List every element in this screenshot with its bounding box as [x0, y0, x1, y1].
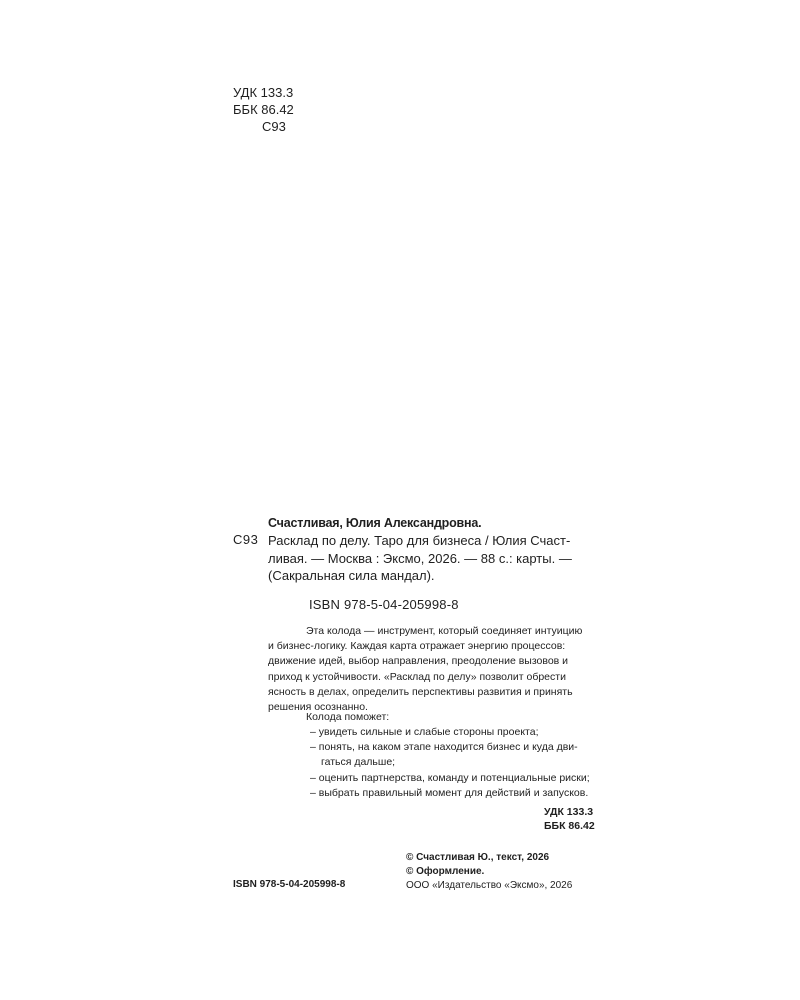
annotation-line: Эта колода — инструмент, который соединяет интуицию: [306, 625, 583, 637]
helps-intro: Колода поможет:: [306, 711, 390, 723]
annotation-line: движение идей, выбор направления, преодоление вызовов и: [268, 655, 569, 668]
copyright-publisher: ООО «Издательство «Эксмо», 2026: [406, 880, 573, 891]
udk-code-bottom: УДК 133.3: [544, 806, 594, 818]
helps-list: [310, 725, 590, 801]
description-line: ливая. — Москва : Эксмо, 2026. — 88 с.: карты. —: [268, 550, 572, 566]
udk-code: УДК 133.3: [233, 85, 294, 100]
isbn-bottom: ISBN 978-5-04-205998-8: [233, 879, 346, 890]
list-item: – понять, на каком этапе находится бизнес и куда дви-: [310, 741, 578, 754]
copyright-text: © Счастливая Ю., текст, 2026: [406, 852, 550, 863]
list-item: – увидеть сильные и слабые стороны проекта;: [310, 726, 539, 738]
annotation-line: и бизнес-логику. Каждая карта отражает энергию процессов:: [268, 640, 566, 653]
list-item-continuation: гаться дальше;: [321, 756, 396, 769]
copyright-design: © Оформление.: [406, 866, 485, 877]
bottom-classification: [544, 805, 595, 833]
description-line: (Сакральная сила мандал).: [268, 568, 435, 583]
list-item: – выбрать правильный момент для действий и запусков.: [310, 786, 589, 799]
author-mark: С93: [262, 119, 286, 134]
annotation-line: решения осознанно.: [268, 701, 368, 714]
isbn-main: ISBN 978-5-04-205998-8: [309, 597, 459, 612]
record-author-mark: С93: [233, 532, 259, 547]
top-classification: [233, 84, 294, 135]
bibliographic-description: [268, 532, 603, 585]
annotation-line: ясность в делах, определить перспективы развития и принять: [268, 685, 573, 698]
description-line: Расклад по делу. Таро для бизнеса / Юлия Счаст-: [268, 533, 571, 548]
annotation-line: приход к устойчивости. «Расклад по делу» позволит обрести: [268, 670, 566, 683]
list-item: – оценить партнерства, команду и потенциальные риски;: [310, 771, 590, 784]
bbk-code: ББК 86.42: [233, 102, 294, 117]
annotation: [268, 624, 603, 715]
author-heading: Счастливая, Юлия Александровна.: [268, 516, 482, 530]
bbk-code-bottom: ББК 86.42: [544, 820, 595, 832]
copyright-block: [406, 851, 572, 893]
